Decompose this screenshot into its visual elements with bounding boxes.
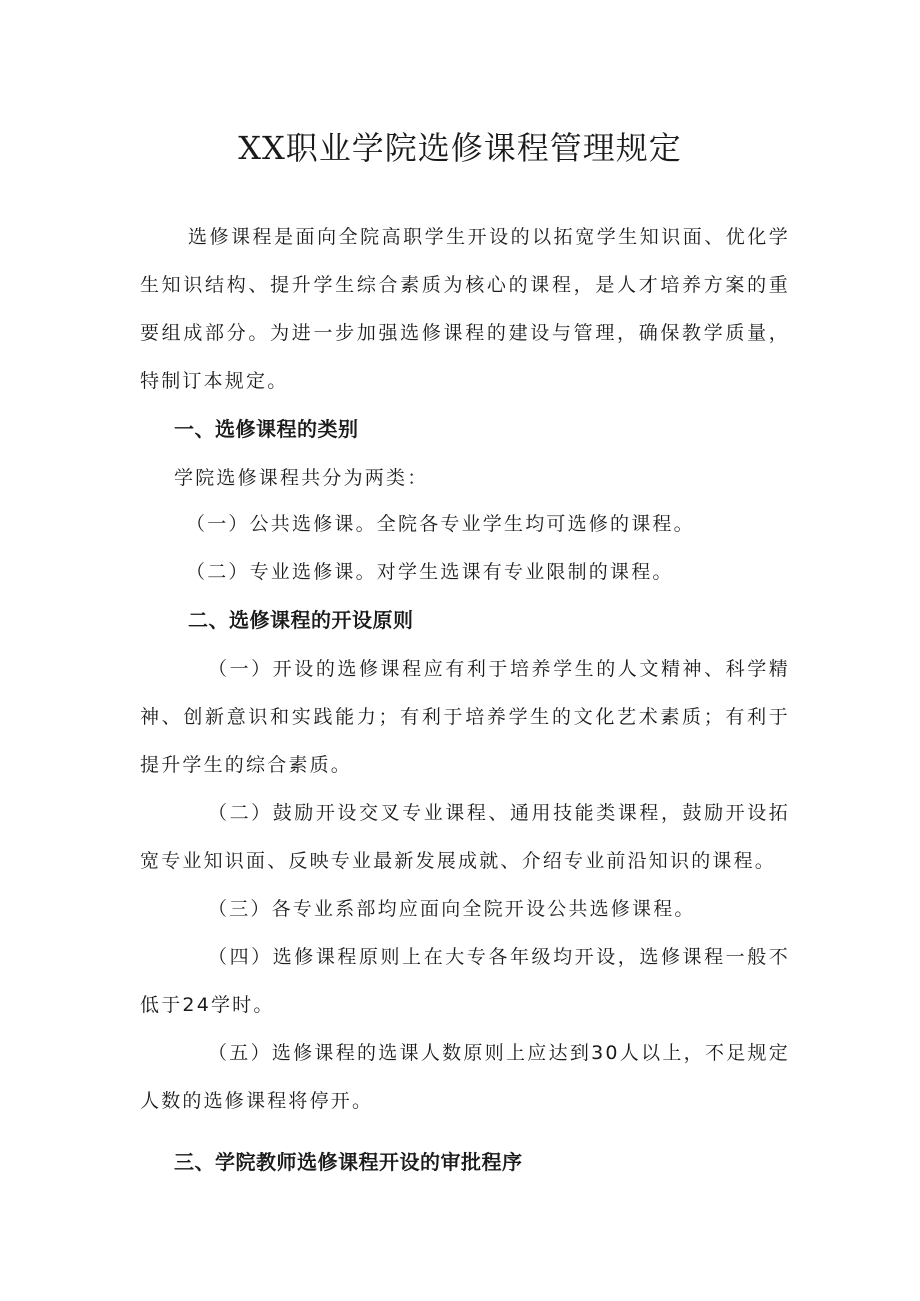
section-2-item-4: （四）选修课程原则上在大专各年级均开设，选修课程一般不低于24学时。 (140, 946, 790, 1016)
section-2-item-5: （五）选修课程的选课人数原则上应达到30人以上，不足规定人数的选修课程将停开。 (140, 1042, 790, 1112)
section-1-lead: 学院选修课程共分为两类： (174, 467, 429, 489)
section-2-item-2: （二）鼓励开设交叉专业课程、通用技能类课程，鼓励开设拓宽专业知识面、反映专业最新发展成就、介绍专业前沿知识的课程。 (140, 802, 790, 872)
section-1-item-2: （二）专业选修课。对学生选课有专业限制的课程。 (186, 561, 674, 583)
section-1-heading: 一、选修课程的类别 (174, 417, 359, 441)
section-2-item-1: （一）开设的选修课程应有利于培养学生的人文精神、科学精神、创新意识和实践能力；有利于培养学生的文化艺术素质；有利于提升学生的综合素质。 (140, 658, 790, 776)
document-title: XX职业学院选修课程管理规定 (238, 129, 682, 167)
section-1-item-1: （一）公共选修课。全院各专业学生均可选修的课程。 (186, 513, 695, 535)
intro-paragraph: 选修课程是面向全院高职学生开设的以拓宽学生知识面、优化学生知识结构、提升学生综合素质为核心的课程，是人才培养方案的重要组成部分。为进一步加强选修课程的建设与管理，确保教学质量，特制订本规定。 (140, 226, 790, 392)
section-3-heading: 三、学院教师选修课程开设的审批程序 (174, 1150, 523, 1174)
section-2-item-3: （三）各专业系部均应面向全院开设公共选修课程。 (208, 898, 696, 920)
section-2-heading: 二、选修课程的开设原则 (188, 608, 414, 632)
